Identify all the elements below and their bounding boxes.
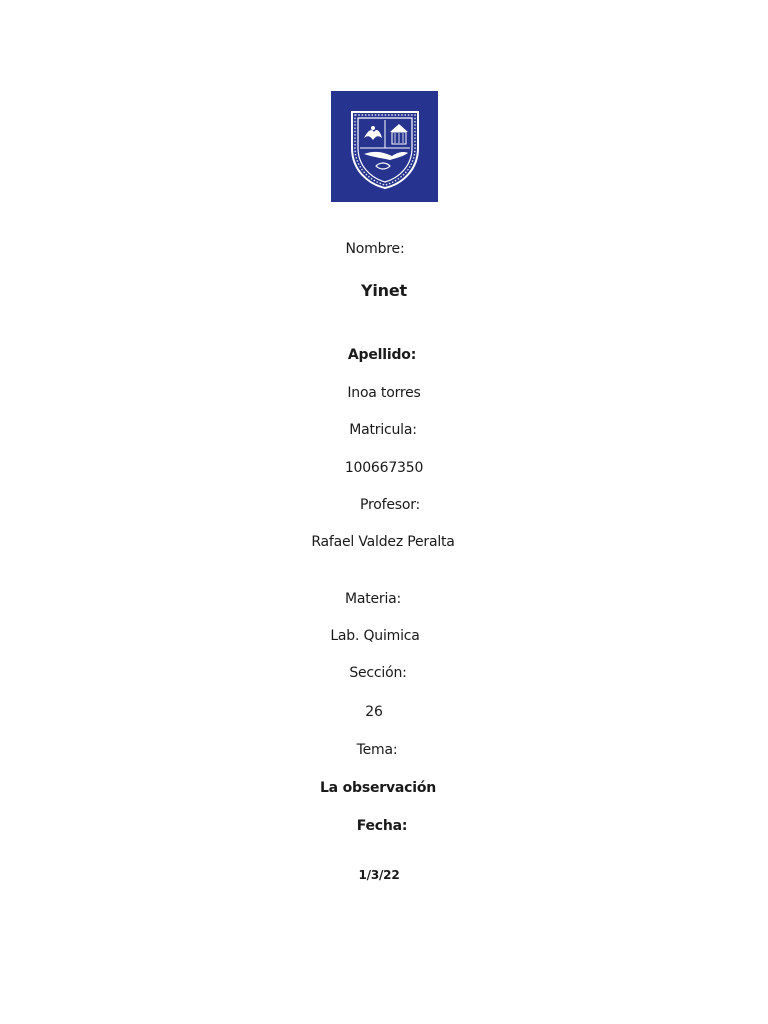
matricula-label: Matricula: xyxy=(349,422,417,438)
tema-value: La observación xyxy=(319,780,437,796)
nombre-value: Yinet xyxy=(361,281,407,300)
apellido-value: Inoa torres xyxy=(347,385,421,401)
apellido-label: Apellido: xyxy=(347,347,417,363)
nombre-label: Nombre: xyxy=(345,241,405,257)
profesor-value: Rafael Valdez Peralta xyxy=(311,534,455,550)
university-logo xyxy=(331,91,438,202)
university-seal-icon xyxy=(340,102,430,192)
matricula-value: 100667350 xyxy=(344,460,424,476)
seccion-label: Sección: xyxy=(349,665,407,681)
materia-value: Lab. Quimica xyxy=(330,628,420,644)
fecha-value: 1/3/22 xyxy=(358,868,400,882)
seccion-value: 26 xyxy=(365,704,383,720)
profesor-label: Profesor: xyxy=(359,497,421,513)
tema-label: Tema: xyxy=(356,742,398,758)
materia-label: Materia: xyxy=(344,591,402,607)
fecha-label: Fecha: xyxy=(356,818,408,834)
